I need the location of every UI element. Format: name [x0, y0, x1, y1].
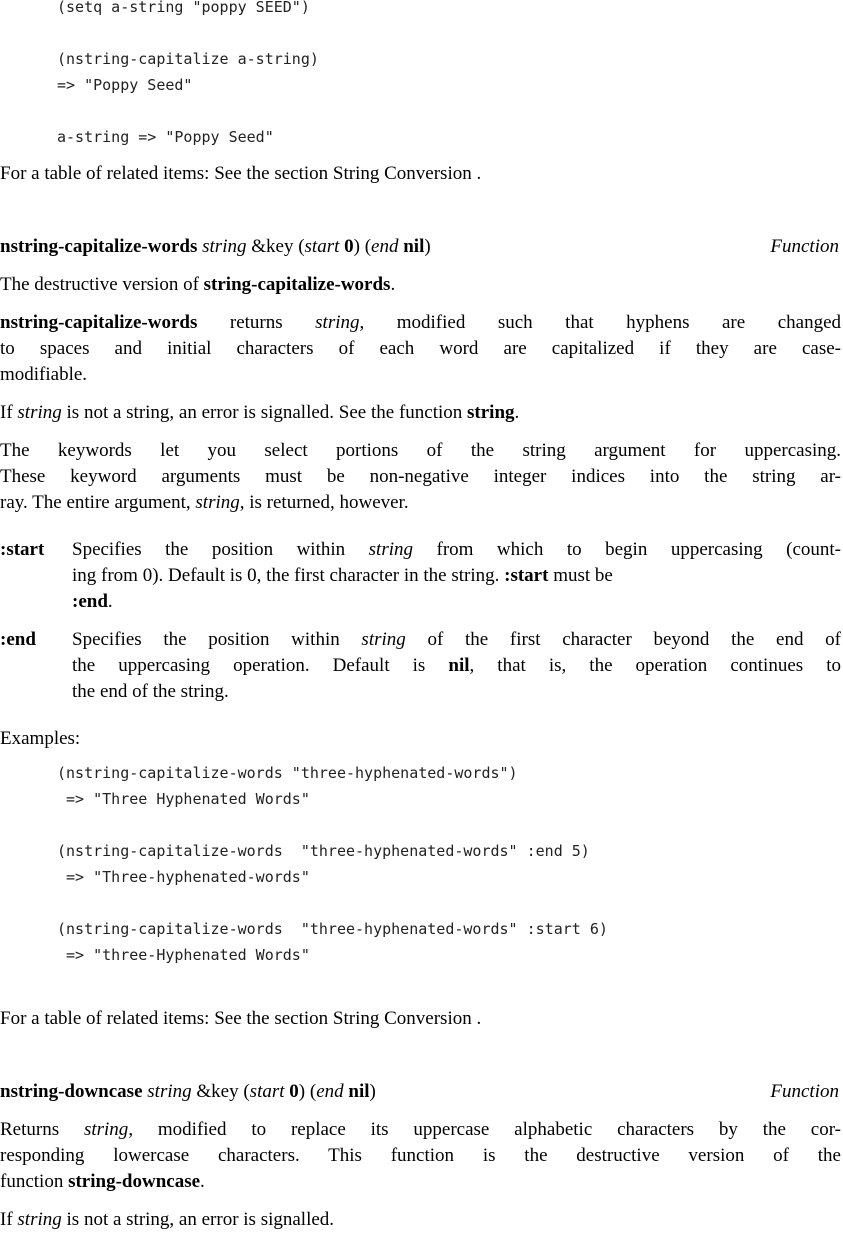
function-reference: string: [467, 402, 515, 423]
entry-type: Function: [770, 236, 839, 257]
default-value: nil: [348, 1081, 370, 1102]
paragraph-line: The keywords let you select portions of the string argument for uppercasing.: [0, 440, 841, 461]
paragraph-line: nstring-capitalize-words returns string, modified such that hyphens are changed: [0, 312, 841, 333]
argument: end: [316, 1081, 344, 1102]
argument: string: [147, 1081, 192, 1102]
paragraph-line: ray. The entire argument, string, is returned, however.: [0, 492, 409, 513]
paragraph-line: Returns string, modified to replace its uppercase alphabetic characters by the cor-: [0, 1119, 842, 1140]
paragraph-line: The destructive version of string-capitalize-words.: [0, 274, 396, 295]
lambda-keyword: &key: [196, 1081, 239, 1102]
argument: string: [202, 236, 247, 257]
code-line: a-string => "Poppy Seed": [57, 128, 274, 146]
function-signature: nstring-downcase string &key (start 0) (end nil) Function: [0, 1079, 841, 1105]
function-reference: string-downcase: [68, 1171, 201, 1192]
code-line: => "Three-hyphenated-words": [57, 868, 310, 886]
code-line: => "Three Hyphenated Words": [57, 790, 310, 808]
paragraph-line: If string is not a string, an error is signalled.: [0, 1209, 335, 1230]
related-items-text: For a table of related items: See the section String Conversion .: [0, 1008, 482, 1029]
paragraph-line: If string is not a string, an error is signalled. See the function string.: [0, 402, 520, 423]
keyword-term: :end: [0, 629, 36, 650]
paragraph-line: modifiable.: [0, 364, 88, 385]
lambda-keyword: &key: [251, 236, 294, 257]
paragraph-line: responding lowercase characters. This function is the destructive version of the: [0, 1145, 841, 1166]
code-line: (nstring-capitalize a-string): [57, 50, 319, 68]
paragraph-line: to spaces and initial characters of each word are capitalized if they are case-: [0, 338, 841, 359]
paragraph-line: These keyword arguments must be non-negative integer indices into the string ar-: [0, 466, 841, 487]
paragraph-line: function string-downcase.: [0, 1171, 205, 1192]
code-line: (nstring-capitalize-words "three-hyphenated-words" :start 6): [57, 920, 608, 938]
argument: end: [371, 236, 399, 257]
entry-type: Function: [770, 1081, 839, 1102]
function-reference: string-capitalize-words: [203, 274, 391, 295]
function-name: nstring-downcase: [0, 1081, 143, 1102]
keyword-term: :start: [0, 539, 45, 560]
default-value: nil: [403, 236, 425, 257]
argument: start: [249, 1081, 285, 1102]
code-line: => "Poppy Seed": [57, 76, 193, 94]
argument: start: [304, 236, 340, 257]
code-line: => "three-Hyphenated Words": [57, 946, 310, 964]
function-name: nstring-capitalize-words: [0, 236, 198, 257]
related-items-text: For a table of related items: See the section String Conversion .: [0, 163, 482, 184]
code-line: (nstring-capitalize-words "three-hyphenated-words"): [57, 764, 518, 782]
function-signature: nstring-capitalize-words string &key (start 0) (end nil) Function: [0, 234, 841, 260]
code-line: (nstring-capitalize-words "three-hyphenated-words" :end 5): [57, 842, 590, 860]
code-line: (setq a-string "poppy SEED"): [57, 0, 310, 16]
default-value: 0: [289, 1081, 299, 1102]
examples-label: Examples:: [0, 728, 81, 749]
default-value: 0: [344, 236, 354, 257]
